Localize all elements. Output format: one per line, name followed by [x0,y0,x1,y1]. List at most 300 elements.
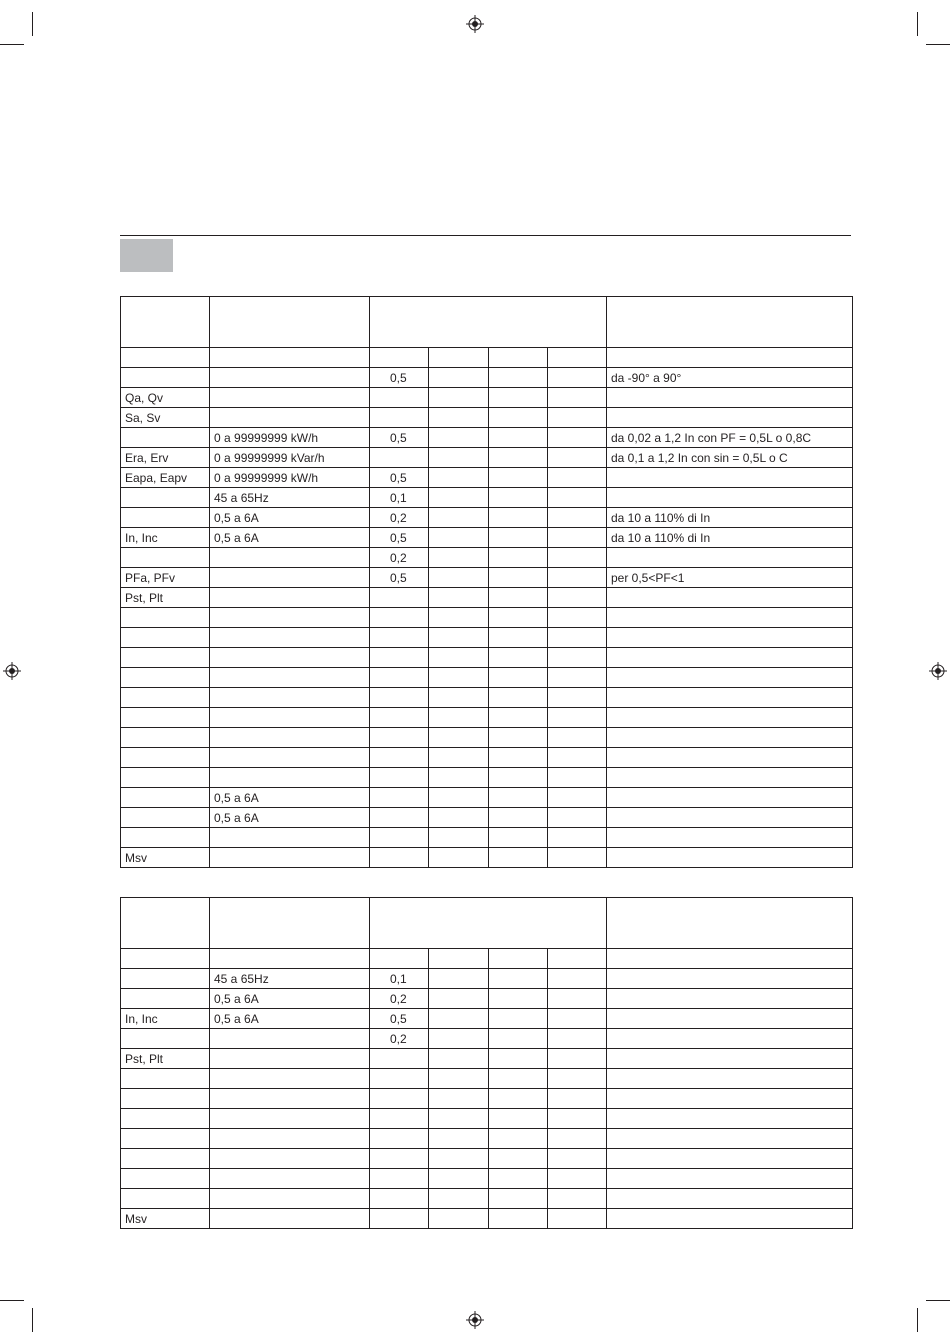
table-cell [548,1209,607,1229]
table-cell: 0,5 [370,528,429,548]
header-cell [210,898,370,949]
table-cell [429,528,489,548]
table-row [121,1109,853,1129]
table-cell [489,468,548,488]
table-cell [429,1089,489,1109]
table-cell [548,428,607,448]
table-cell [121,1089,210,1109]
spec-table-2 [120,897,853,1229]
table-cell [489,1129,548,1149]
header-cell [210,297,370,348]
header-cell [607,297,853,348]
table-cell [429,788,489,808]
table-cell [121,1109,210,1129]
table-cell [121,808,210,828]
table-cell [210,608,370,628]
table-row [121,1069,853,1089]
table-cell [210,828,370,848]
crop-mark [917,1308,918,1332]
table-cell: 45 a 65Hz [210,969,370,989]
table-row [121,428,853,448]
table-cell [429,348,489,368]
table-cell [429,808,489,828]
table-cell [121,628,210,648]
table-row [121,1009,853,1029]
table-cell [370,1109,429,1129]
table-cell: da 0,1 a 1,2 In con sin = 0,5L o C [607,448,853,468]
table-cell [548,949,607,969]
table-cell [548,468,607,488]
table-cell [607,488,853,508]
table-cell [607,548,853,568]
table-cell [489,368,548,388]
table-cell [370,608,429,628]
table-cell [607,348,853,368]
table-cell: 0 a 99999999 kW/h [210,428,370,448]
table-cell: Era, Erv [121,448,210,468]
table-cell [370,628,429,648]
table-cell [429,408,489,428]
table-cell [607,408,853,428]
table-cell [489,608,548,628]
table-cell: da 0,02 a 1,2 In con PF = 0,5L o 0,8C [607,428,853,448]
table-row [121,488,853,508]
table-cell [370,788,429,808]
table-cell [548,348,607,368]
table-cell: 0,5 [370,368,429,388]
table-row [121,688,853,708]
table-cell [121,608,210,628]
table-cell: per 0,5<PF<1 [607,568,853,588]
table-cell [607,1009,853,1029]
table-cell [548,368,607,388]
table-cell [429,448,489,468]
table-row [121,1029,853,1049]
table-cell [548,969,607,989]
table-cell [489,568,548,588]
table-cell [121,728,210,748]
table-cell [607,1089,853,1109]
table-cell [548,548,607,568]
table-cell [607,768,853,788]
header-cell [121,297,210,348]
table-cell [429,428,489,448]
table-cell [489,708,548,728]
table-cell: 45 a 65Hz [210,488,370,508]
table-cell [370,708,429,728]
table-cell [489,848,548,868]
table-cell [210,688,370,708]
table-cell: 0,5 a 6A [210,788,370,808]
table-row [121,408,853,428]
table-cell [489,1009,548,1029]
table-row [121,1189,853,1209]
table-row [121,969,853,989]
table-cell [370,1149,429,1169]
table-cell [607,728,853,748]
table-cell [548,1129,607,1149]
table-cell: 0,5 a 6A [210,508,370,528]
table-cell [489,1149,548,1169]
header-cell [607,898,853,949]
table-row [121,528,853,548]
table-row [121,368,853,388]
table-cell [429,568,489,588]
table-cell [121,949,210,969]
table-row [121,648,853,668]
table-cell [429,848,489,868]
table-cell: Sa, Sv [121,408,210,428]
table-cell [429,1189,489,1209]
table-row [121,448,853,468]
table-cell [548,488,607,508]
table-cell [489,488,548,508]
table-row [121,668,853,688]
table-cell [370,1169,429,1189]
section-rule [120,235,851,236]
table-cell [370,1089,429,1109]
table-cell [607,989,853,1009]
crop-mark [926,1300,950,1301]
table-cell [489,388,548,408]
table-cell [607,668,853,688]
table-cell [607,1209,853,1229]
table-cell [489,768,548,788]
table-cell [370,808,429,828]
table-row [121,508,853,528]
table-row [121,768,853,788]
table-cell [429,1029,489,1049]
table-cell [429,1069,489,1089]
table-cell [429,488,489,508]
table-cell: Eapa, Eapv [121,468,210,488]
table-cell [429,728,489,748]
table-cell [210,708,370,728]
table-cell [429,608,489,628]
table-cell [548,748,607,768]
table-row [121,628,853,648]
table-cell [607,1189,853,1209]
table-cell [548,1069,607,1089]
table-cell [210,949,370,969]
table-row [121,1049,853,1069]
table-cell [607,1069,853,1089]
table-cell: 0 a 99999999 kVar/h [210,448,370,468]
table-cell [370,388,429,408]
table-cell [370,668,429,688]
table-cell [607,848,853,868]
table-cell [370,648,429,668]
table-cell [210,408,370,428]
table-cell [429,688,489,708]
table-cell [607,949,853,969]
table-cell: 0,5 [370,428,429,448]
table-cell: 0 a 99999999 kW/h [210,468,370,488]
table-cell: da 10 a 110% di In [607,528,853,548]
table-cell [121,969,210,989]
table-cell [121,648,210,668]
table-cell [548,528,607,548]
table-cell: 0,2 [370,548,429,568]
table-cell: 0,5 a 6A [210,1009,370,1029]
table-row [121,748,853,768]
table-cell [429,989,489,1009]
table-cell [548,1169,607,1189]
table-cell [607,1109,853,1129]
table-cell [429,468,489,488]
table-cell [210,1209,370,1229]
table-row [121,1209,853,1229]
table-cell [489,1069,548,1089]
table-cell [607,1169,853,1189]
table-cell [607,648,853,668]
table-cell [429,648,489,668]
table-cell [429,1209,489,1229]
table-row [121,989,853,1009]
table-cell [548,508,607,528]
table-cell [121,989,210,1009]
section-number-box [120,239,173,272]
table-cell [489,688,548,708]
table-cell [370,688,429,708]
table-cell [210,1169,370,1189]
table-cell [548,1009,607,1029]
table-row [121,949,853,969]
table-cell [429,969,489,989]
table-cell [210,1049,370,1069]
table-cell [607,468,853,488]
table-cell [370,949,429,969]
table-cell [607,1149,853,1169]
table-cell: 0,1 [370,488,429,508]
table-cell [370,768,429,788]
table-cell [607,1049,853,1069]
table-cell [489,1109,548,1129]
table-cell [548,1149,607,1169]
table-cell [429,388,489,408]
table-cell [489,728,548,748]
table-cell [607,388,853,408]
table-cell [121,1189,210,1209]
table-cell [429,628,489,648]
table-cell [429,1169,489,1189]
table-cell [548,828,607,848]
table-cell [548,1189,607,1209]
table-cell [210,648,370,668]
table-cell [210,1129,370,1149]
table-cell [121,548,210,568]
table-cell [548,648,607,668]
table-cell [548,388,607,408]
table-cell [548,408,607,428]
table-cell [548,848,607,868]
table-cell: 0,5 a 6A [210,989,370,1009]
table-cell: 0,5 a 6A [210,808,370,828]
table-cell [210,1069,370,1089]
table-cell [210,1149,370,1169]
table-row [121,568,853,588]
table-cell: 0,2 [370,989,429,1009]
table-cell [121,348,210,368]
table-cell [489,828,548,848]
table-cell [548,708,607,728]
table-cell [429,1129,489,1149]
table-cell [489,1049,548,1069]
table-cell [607,1029,853,1049]
table-cell: 0,5 [370,468,429,488]
table-cell: PFa, PFv [121,568,210,588]
spec-table-1 [120,296,853,868]
table-cell [429,768,489,788]
table-row [121,1089,853,1109]
table-cell [210,1089,370,1109]
table-cell [607,688,853,708]
table-cell [370,1049,429,1069]
table-cell [121,508,210,528]
table-cell [489,989,548,1009]
table-cell [548,688,607,708]
table-cell [607,969,853,989]
table-cell [607,788,853,808]
table-cell: 0,5 a 6A [210,528,370,548]
table-cell: 0,5 [370,1009,429,1029]
table-cell [489,588,548,608]
table-cell [429,368,489,388]
table-row [121,588,853,608]
table-cell [121,1169,210,1189]
table-cell [121,1149,210,1169]
header-cell [370,297,607,348]
table-cell [370,448,429,468]
table-row [121,708,853,728]
table-row [121,828,853,848]
table-row [121,788,853,808]
table-cell [489,969,548,989]
table-cell [548,788,607,808]
table-cell [607,748,853,768]
table-cell [210,1029,370,1049]
table-cell [489,508,548,528]
table-cell [548,608,607,628]
table-cell [429,1009,489,1029]
crop-mark [926,44,950,45]
table-row [121,1129,853,1149]
table-row [121,848,853,868]
registration-mark-icon [466,1311,484,1329]
table-cell [548,989,607,1009]
table-cell [429,1149,489,1169]
table-cell [210,1109,370,1129]
registration-mark-icon [466,15,484,33]
table-cell [121,788,210,808]
header-cell [370,898,607,949]
table-cell [548,628,607,648]
table-cell [489,1089,548,1109]
table-cell [210,348,370,368]
table-cell: Pst, Plt [121,588,210,608]
table-row [121,1169,853,1189]
table-cell [210,568,370,588]
registration-mark-icon [3,662,21,680]
table-cell [121,1029,210,1049]
table-cell [607,628,853,648]
table-row [121,348,853,368]
table-cell [548,668,607,688]
table-cell [429,668,489,688]
table-cell: Msv [121,1209,210,1229]
table-cell: Msv [121,848,210,868]
table-cell [121,488,210,508]
table-cell [429,748,489,768]
table-cell [548,588,607,608]
table-cell [121,368,210,388]
table-cell [607,828,853,848]
table-cell [548,728,607,748]
table-cell [607,808,853,828]
table-cell [210,368,370,388]
table-cell: 0,2 [370,508,429,528]
table-cell [489,1189,548,1209]
table-cell [607,708,853,728]
table-cell [429,588,489,608]
table-cell [489,408,548,428]
table-cell [121,1069,210,1089]
table-cell [210,1189,370,1209]
table-cell [548,1109,607,1129]
table-cell [607,608,853,628]
table-cell [370,1189,429,1209]
table-cell [121,668,210,688]
table-cell [210,728,370,748]
table-row [121,548,853,568]
table-cell: Qa, Qv [121,388,210,408]
table-cell [489,648,548,668]
table-cell [370,348,429,368]
table-cell [429,708,489,728]
table-cell [210,388,370,408]
crop-mark [0,1300,24,1301]
table-cell [548,568,607,588]
table-cell [429,828,489,848]
table-cell [489,1029,548,1049]
table-cell [210,548,370,568]
table-cell [489,949,548,969]
table-cell: In, Inc [121,528,210,548]
table-row [121,1149,853,1169]
table-cell [548,448,607,468]
table-cell [489,348,548,368]
table-cell [370,848,429,868]
table-cell [121,1129,210,1149]
table-row [121,468,853,488]
table-cell: 0,5 [370,568,429,588]
table-cell [370,1129,429,1149]
table-cell [489,788,548,808]
table-cell [121,768,210,788]
table-row [121,728,853,748]
table-cell [489,1169,548,1189]
table-cell: 0,1 [370,969,429,989]
crop-mark [32,1308,33,1332]
table-cell [370,728,429,748]
table-cell: da 10 a 110% di In [607,508,853,528]
table-cell [607,588,853,608]
table-cell [489,808,548,828]
table-cell [121,828,210,848]
table-cell [489,1209,548,1229]
table-cell [370,1069,429,1089]
table-cell [548,1089,607,1109]
